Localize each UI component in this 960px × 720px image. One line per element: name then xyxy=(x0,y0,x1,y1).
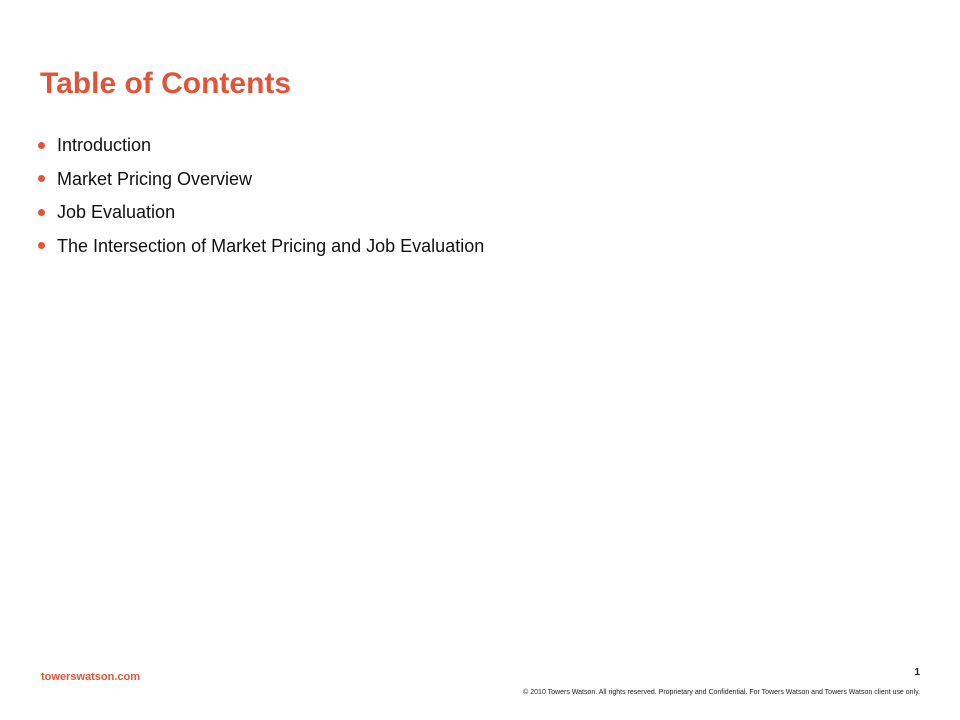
table-of-contents-list xyxy=(38,134,484,268)
copyright-notice: © 2010 Towers Watson. All rights reserved. Proprietary and Confidential. For Towers Watson and Towers Watson client use only. xyxy=(523,689,920,696)
bullet-icon xyxy=(38,209,45,216)
page-number: 1 xyxy=(914,667,920,678)
toc-item-label: Introduction xyxy=(57,135,152,155)
footer-website-link[interactable]: towerswatson.com xyxy=(41,671,141,683)
toc-item-job-evaluation xyxy=(38,201,484,223)
toc-item-label: The Intersection of Market Pricing and Job Evaluation xyxy=(57,235,485,256)
bullet-icon xyxy=(38,242,45,249)
bullet-icon xyxy=(38,175,45,182)
toc-item-label: Market Pricing Overview xyxy=(57,168,253,189)
toc-item-intersection xyxy=(38,235,484,257)
bullet-icon xyxy=(38,142,45,149)
slide-title: Table of Contents xyxy=(40,67,292,100)
toc-item-introduction xyxy=(38,134,484,156)
toc-item-market-pricing-overview xyxy=(38,168,484,190)
toc-item-label: Job Evaluation xyxy=(57,202,176,222)
